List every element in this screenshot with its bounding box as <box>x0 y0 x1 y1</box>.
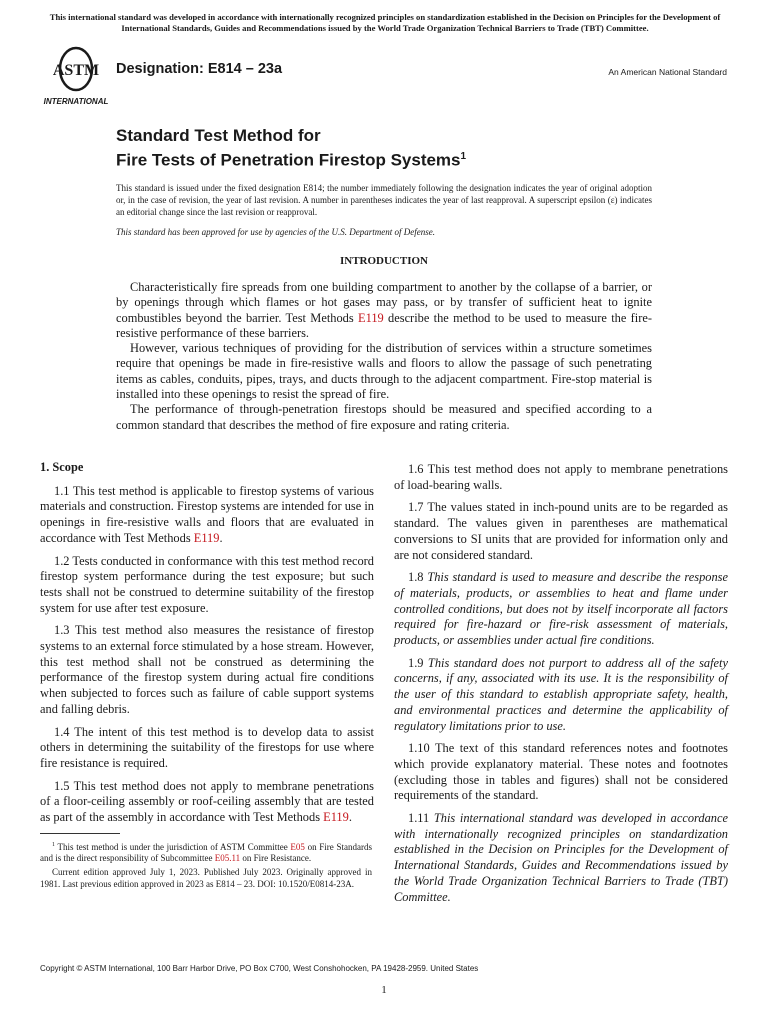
section-1-3: 1.3 This test method also measures the resistance of firestop systems to an external force stimulated by a hose stream. However, this test method shall not be construed as determining the performance of the firestop system during actual fire conditions when subjected to forces such as failure of cable support systems and falling debris. <box>40 623 374 716</box>
page-number: 1 <box>381 984 387 996</box>
e119-link[interactable]: E119 <box>323 810 349 825</box>
section-1-4: 1.4 The intent of this test method is to develop data to assist others in determining the suitability of the firestops for use where fire resistance is required. <box>40 724 374 770</box>
introduction-heading: INTRODUCTION <box>339 255 428 267</box>
footnote-divider <box>40 833 120 834</box>
intro-paragraph-2: However, various techniques of providing for the distribution of services within a structure sometimes require that openings be made in fire-resistive walls and floors to allow the passage of such penetrating items as cables, conduits, pipes, trays, and ducts through to the adjacent compartment. Fire-stop material is installed into these openings to resist the spread of fire. <box>116 341 652 402</box>
introduction <box>116 280 652 433</box>
section-1-8: 1.8 This standard is used to measure and describe the response of materials, products, or assemblies to heat and flame under controlled conditions, but does not by itself incorporate all factors required for fire-hazard or fire-risk assessment of materials, products, or assemblies under actual fire conditions. <box>394 570 728 648</box>
intro-paragraph-1: Characteristically fire spreads from one building compartment to another by the collapse of a barrier, or by openings through which flames or hot gases may pass, or by transfer of sufficient heat to ignite combustibles beyond the barrier. Test Methods E119 describe the method to be used to measure the fire-resistive performance of these barriers. <box>116 280 652 340</box>
section-1-1: 1.1 This test method is applicable to firestop systems of various materials and construction. Firestop systems are intended for use in openings in fire-resistive walls and floors that are evaluated in accordance with Test Methods E119. <box>40 483 374 545</box>
footnote-edition: Current edition approved July 1, 2023. Published July 2023. Originally approved in 1981. Last previous edition approved in 2023 as E814 – 23. DOI: 10.1520/E0814-23A. <box>40 867 372 889</box>
e05-11-link[interactable]: E05.11 <box>214 853 241 864</box>
section-1-5: 1.5 This test method does not apply to membrane penetrations of a floor-ceiling assembly or roof-ceiling assembly that are tested as part of the assembly in accordance with Test Methods E119. <box>40 778 374 825</box>
approved-note: This standard has been approved for use by agencies of the U.S. Department of Defense. <box>116 227 436 237</box>
designation: Designation: E814 – 23a <box>116 61 283 77</box>
top-notice: This international standard was developed in accordance with internationally recognized principles on standardization established in the Decision on Principles for the Development of International Standards, Guides and Recommendations issued by the World Trade Organization Technical Barriers to Trade (TBT) Committee. <box>49 12 721 33</box>
e119-link[interactable]: E119 <box>358 310 384 325</box>
title-line-1: Standard Test Method for <box>116 126 321 145</box>
logo-text: ASTM <box>52 62 100 79</box>
national-standard-label: An American National Standard <box>608 67 727 77</box>
right-column <box>394 462 728 912</box>
section-1-11: 1.11 This international standard was developed in accordance with internationally recognized principles on standardization established in the Decision on Principles for the Development of International Standards, Guides and Recommendations issued by the World Trade Organization Technical Barriers to Trade (TBT) Committee. <box>394 811 728 904</box>
section-1-9: 1.9 This standard does not purport to address all of the safety concerns, if any, associated with its use. It is the responsibility of the user of this standard to establish appropriate safety, health, and environmental practices and determine the applicability of regulatory limitations prior to use. <box>394 655 728 733</box>
section-1-6: 1.6 This test method does not apply to membrane penetrations of load-bearing walls. <box>394 462 728 492</box>
left-column <box>40 460 374 833</box>
scope-heading: 1. Scope <box>40 460 84 474</box>
astm-logo <box>42 45 110 107</box>
e119-link[interactable]: E119 <box>193 530 220 545</box>
title-footnote-ref[interactable]: 1 <box>460 151 467 162</box>
e05-link[interactable]: E05 <box>290 842 305 852</box>
logo-subtext: INTERNATIONAL <box>43 97 109 106</box>
intro-paragraph-3: The performance of through-penetration firestops should be measured and specified according to a common standard that describes the method of fire exposure and rating criteria. <box>116 402 652 432</box>
issued-note: This standard is issued under the fixed designation E814; the number immediately following the designation indicates the year of original adoption or, in the case of revision, the year of last revision. A number in parentheses indicates the year of last reapproval. A superscript epsilon (ε) indicates an editorial change since the last revision or reapproval. <box>116 183 652 217</box>
document-title <box>116 125 466 171</box>
section-1-2: 1.2 Tests conducted in conformance with this test method record firestop system performance during the test exposure; but such tests shall not be construed to determine suitability of the firestop system for use after test exposure. <box>40 553 374 615</box>
footnote-1: $^1$ This test method is under the jurisdiction of ASTM Committee E05 on Fire Standards and is the direct responsibility of Subcommittee E05.11 on Fire Resistance. <box>40 842 372 864</box>
footnote <box>40 840 372 893</box>
section-1-7: 1.7 The values stated in inch-pound units are to be regarded as standard. The values given in parentheses are mathematical conversions to SI units that are provided for information only and are not considered standard. <box>394 500 728 562</box>
title-line-2: Fire Tests of Penetration Firestop Systems$^1$ <box>116 150 467 170</box>
section-1-10: 1.10 The text of this standard references notes and footnotes which provide explanatory material. These notes and footnotes (excluding those in tables and figures) shall not be considered requirements of the standard. <box>394 741 728 803</box>
copyright: Copyright © ASTM International, 100 Barr Harbor Drive, PO Box C700, West Conshohocken, PA 19428-2959. United States <box>40 964 479 973</box>
